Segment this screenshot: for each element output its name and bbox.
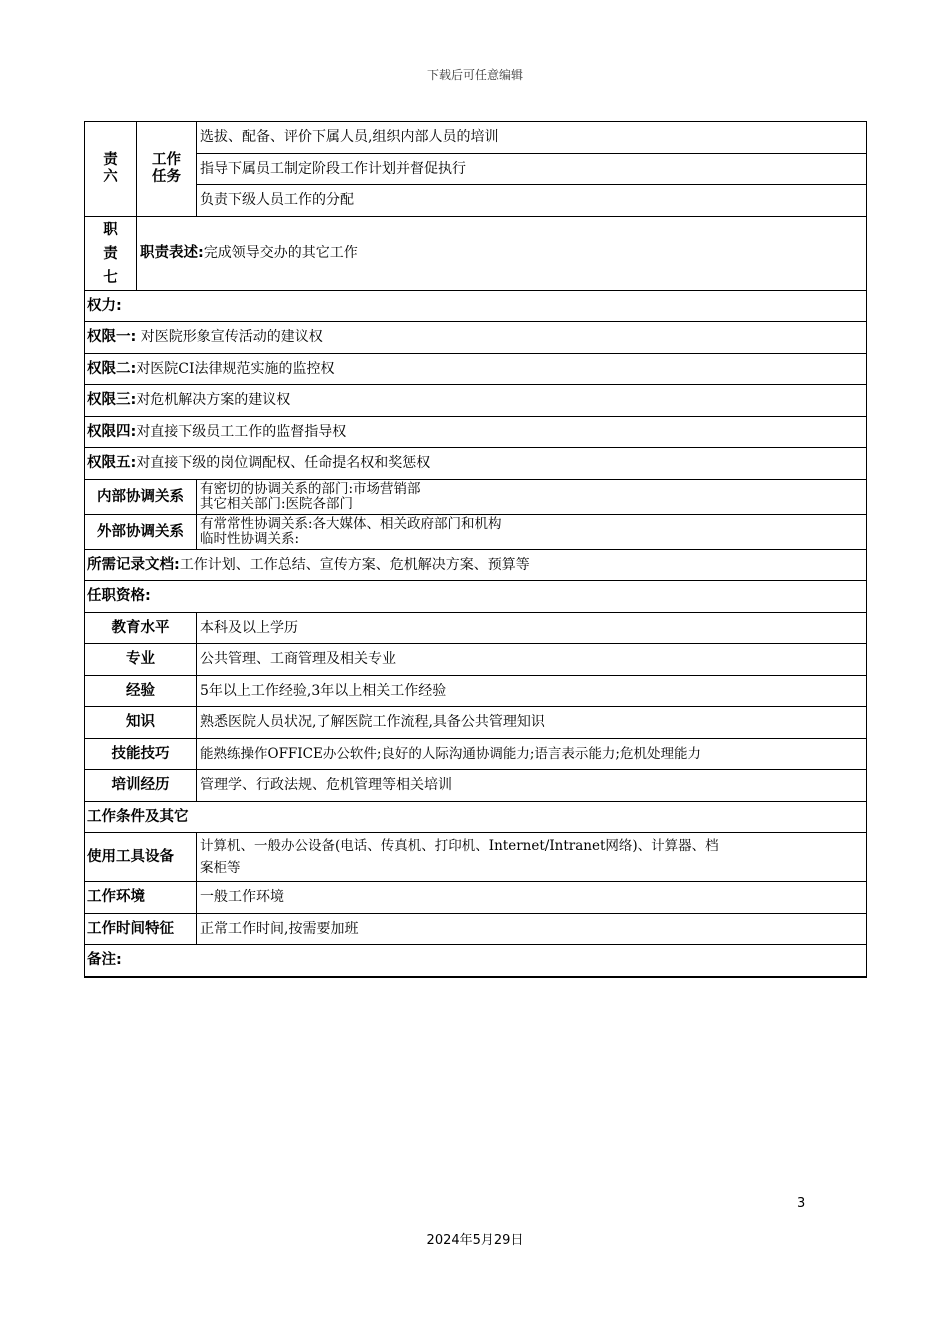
authority-text: 对直接下级的岗位调配权、任命提名权和奖惩权 [136, 455, 431, 471]
tools-label: 使用工具设备 [85, 833, 197, 882]
qualification-label: 经验 [85, 676, 197, 707]
qualification-label: 知识 [85, 707, 197, 739]
external-coordination-text: 有常常性协调关系:各大媒体、相关政府部门和机构 临时性协调关系: [197, 515, 867, 550]
environment-label: 工作环境 [85, 882, 197, 914]
records-text: 工作计划、工作总结、宣传方案、危机解决方案、预算等 [179, 556, 530, 573]
duty6-task-2: 指导下属员工制定阶段工作计划并督促执行 [197, 154, 867, 185]
duty7-label: 职 责 七 [85, 217, 137, 291]
duty7-desc-label: 职责表述: [140, 245, 204, 261]
duty6-task-row [85, 154, 867, 185]
authority-label: 权限四: [87, 423, 137, 440]
work-time-row [85, 914, 867, 945]
remarks-label: 备注: [85, 945, 867, 977]
qualification-text: 本科及以上学历 [197, 613, 867, 644]
header-note: 下载后可任意编辑 [426, 68, 523, 82]
authority-row [85, 417, 867, 448]
duty6-label: 责 六 [85, 122, 137, 217]
qualification-label: 技能技巧 [85, 739, 197, 770]
authority-title: 权力: [85, 291, 867, 322]
duty6-task-3: 负责下级人员工作的分配 [197, 185, 867, 217]
authority-text: 对医院CI法律规范实施的监控权 [136, 360, 335, 377]
duty6-task-label: 工作 任务 [137, 122, 197, 217]
authority-title-row [85, 291, 867, 322]
qualifications-title-row [85, 581, 867, 613]
qualification-text: 公共管理、工商管理及相关专业 [197, 644, 867, 676]
authority-label: 权限三: [87, 392, 137, 408]
qualification-text: 管理学、行政法规、危机管理等相关培训 [197, 770, 867, 802]
conditions-title: 工作条件及其它 [85, 802, 867, 833]
authority-text: 对危机解决方案的建议权 [136, 392, 291, 408]
records-label: 所需记录文档: [87, 556, 180, 573]
conditions-title-row [85, 802, 867, 833]
authority-row [85, 354, 867, 385]
duty6-task-1: 选拔、配备、评价下属人员,组织内部人员的培训 [197, 122, 867, 154]
qualification-row [85, 644, 867, 676]
work-time-text: 正常工作时间,按需要加班 [197, 914, 867, 945]
qualification-text: 能熟练操作OFFICE办公软件;良好的人际沟通协调能力;语言表示能力;危机处理能力 [197, 739, 867, 770]
internal-coordination-text: 有密切的协调关系的部门:市场营销部 其它相关部门:医院各部门 [197, 480, 867, 515]
environment-text: 一般工作环境 [197, 882, 867, 914]
qualification-row [85, 770, 867, 802]
qualification-label: 专业 [85, 644, 197, 676]
authority-row [85, 385, 867, 417]
footer-date: 2024年5月29日 [426, 1233, 524, 1248]
remarks-row [85, 945, 867, 977]
internal-coordination-row [85, 480, 867, 515]
page-number: 3 [797, 1196, 806, 1211]
authority-text: 对直接下级员工工作的监督指导权 [136, 423, 347, 440]
qualification-row [85, 613, 867, 644]
environment-row [85, 882, 867, 914]
duty7-row [85, 217, 867, 291]
tools-row [85, 833, 867, 882]
internal-coordination-label: 内部协调关系 [85, 480, 197, 515]
qualification-label: 教育水平 [85, 613, 197, 644]
authority-label: 权限一: [87, 329, 137, 345]
tools-text: 计算机、一般办公设备(电话、传真机、打印机、Internet/Intranet网络)、计算器、档 案柜等 [197, 833, 867, 882]
qualification-row [85, 707, 867, 739]
qualification-row [85, 739, 867, 770]
authority-text: 对医院形象宣传活动的建议权 [136, 329, 323, 345]
authority-row [85, 322, 867, 354]
qualification-label: 培训经历 [85, 770, 197, 802]
authority-label: 权限五: [87, 455, 137, 471]
records-row [85, 550, 867, 581]
work-time-label: 工作时间特征 [85, 914, 197, 945]
duty7-desc-text: 完成领导交办的其它工作 [203, 245, 358, 261]
authority-row [85, 448, 867, 480]
external-coordination-row [85, 515, 867, 550]
qualifications-title: 任职资格: [85, 581, 867, 613]
duty6-task-row [85, 185, 867, 217]
job-description-table [84, 121, 867, 978]
duty7-description [137, 217, 867, 291]
authority-label: 权限二: [87, 360, 137, 377]
qualification-row [85, 676, 867, 707]
duty6-task-row [85, 122, 867, 154]
qualification-text: 熟悉医院人员状况,了解医院工作流程,具备公共管理知识 [197, 707, 867, 739]
external-coordination-label: 外部协调关系 [85, 515, 197, 550]
qualification-text: 5年以上工作经验,3年以上相关工作经验 [197, 676, 867, 707]
